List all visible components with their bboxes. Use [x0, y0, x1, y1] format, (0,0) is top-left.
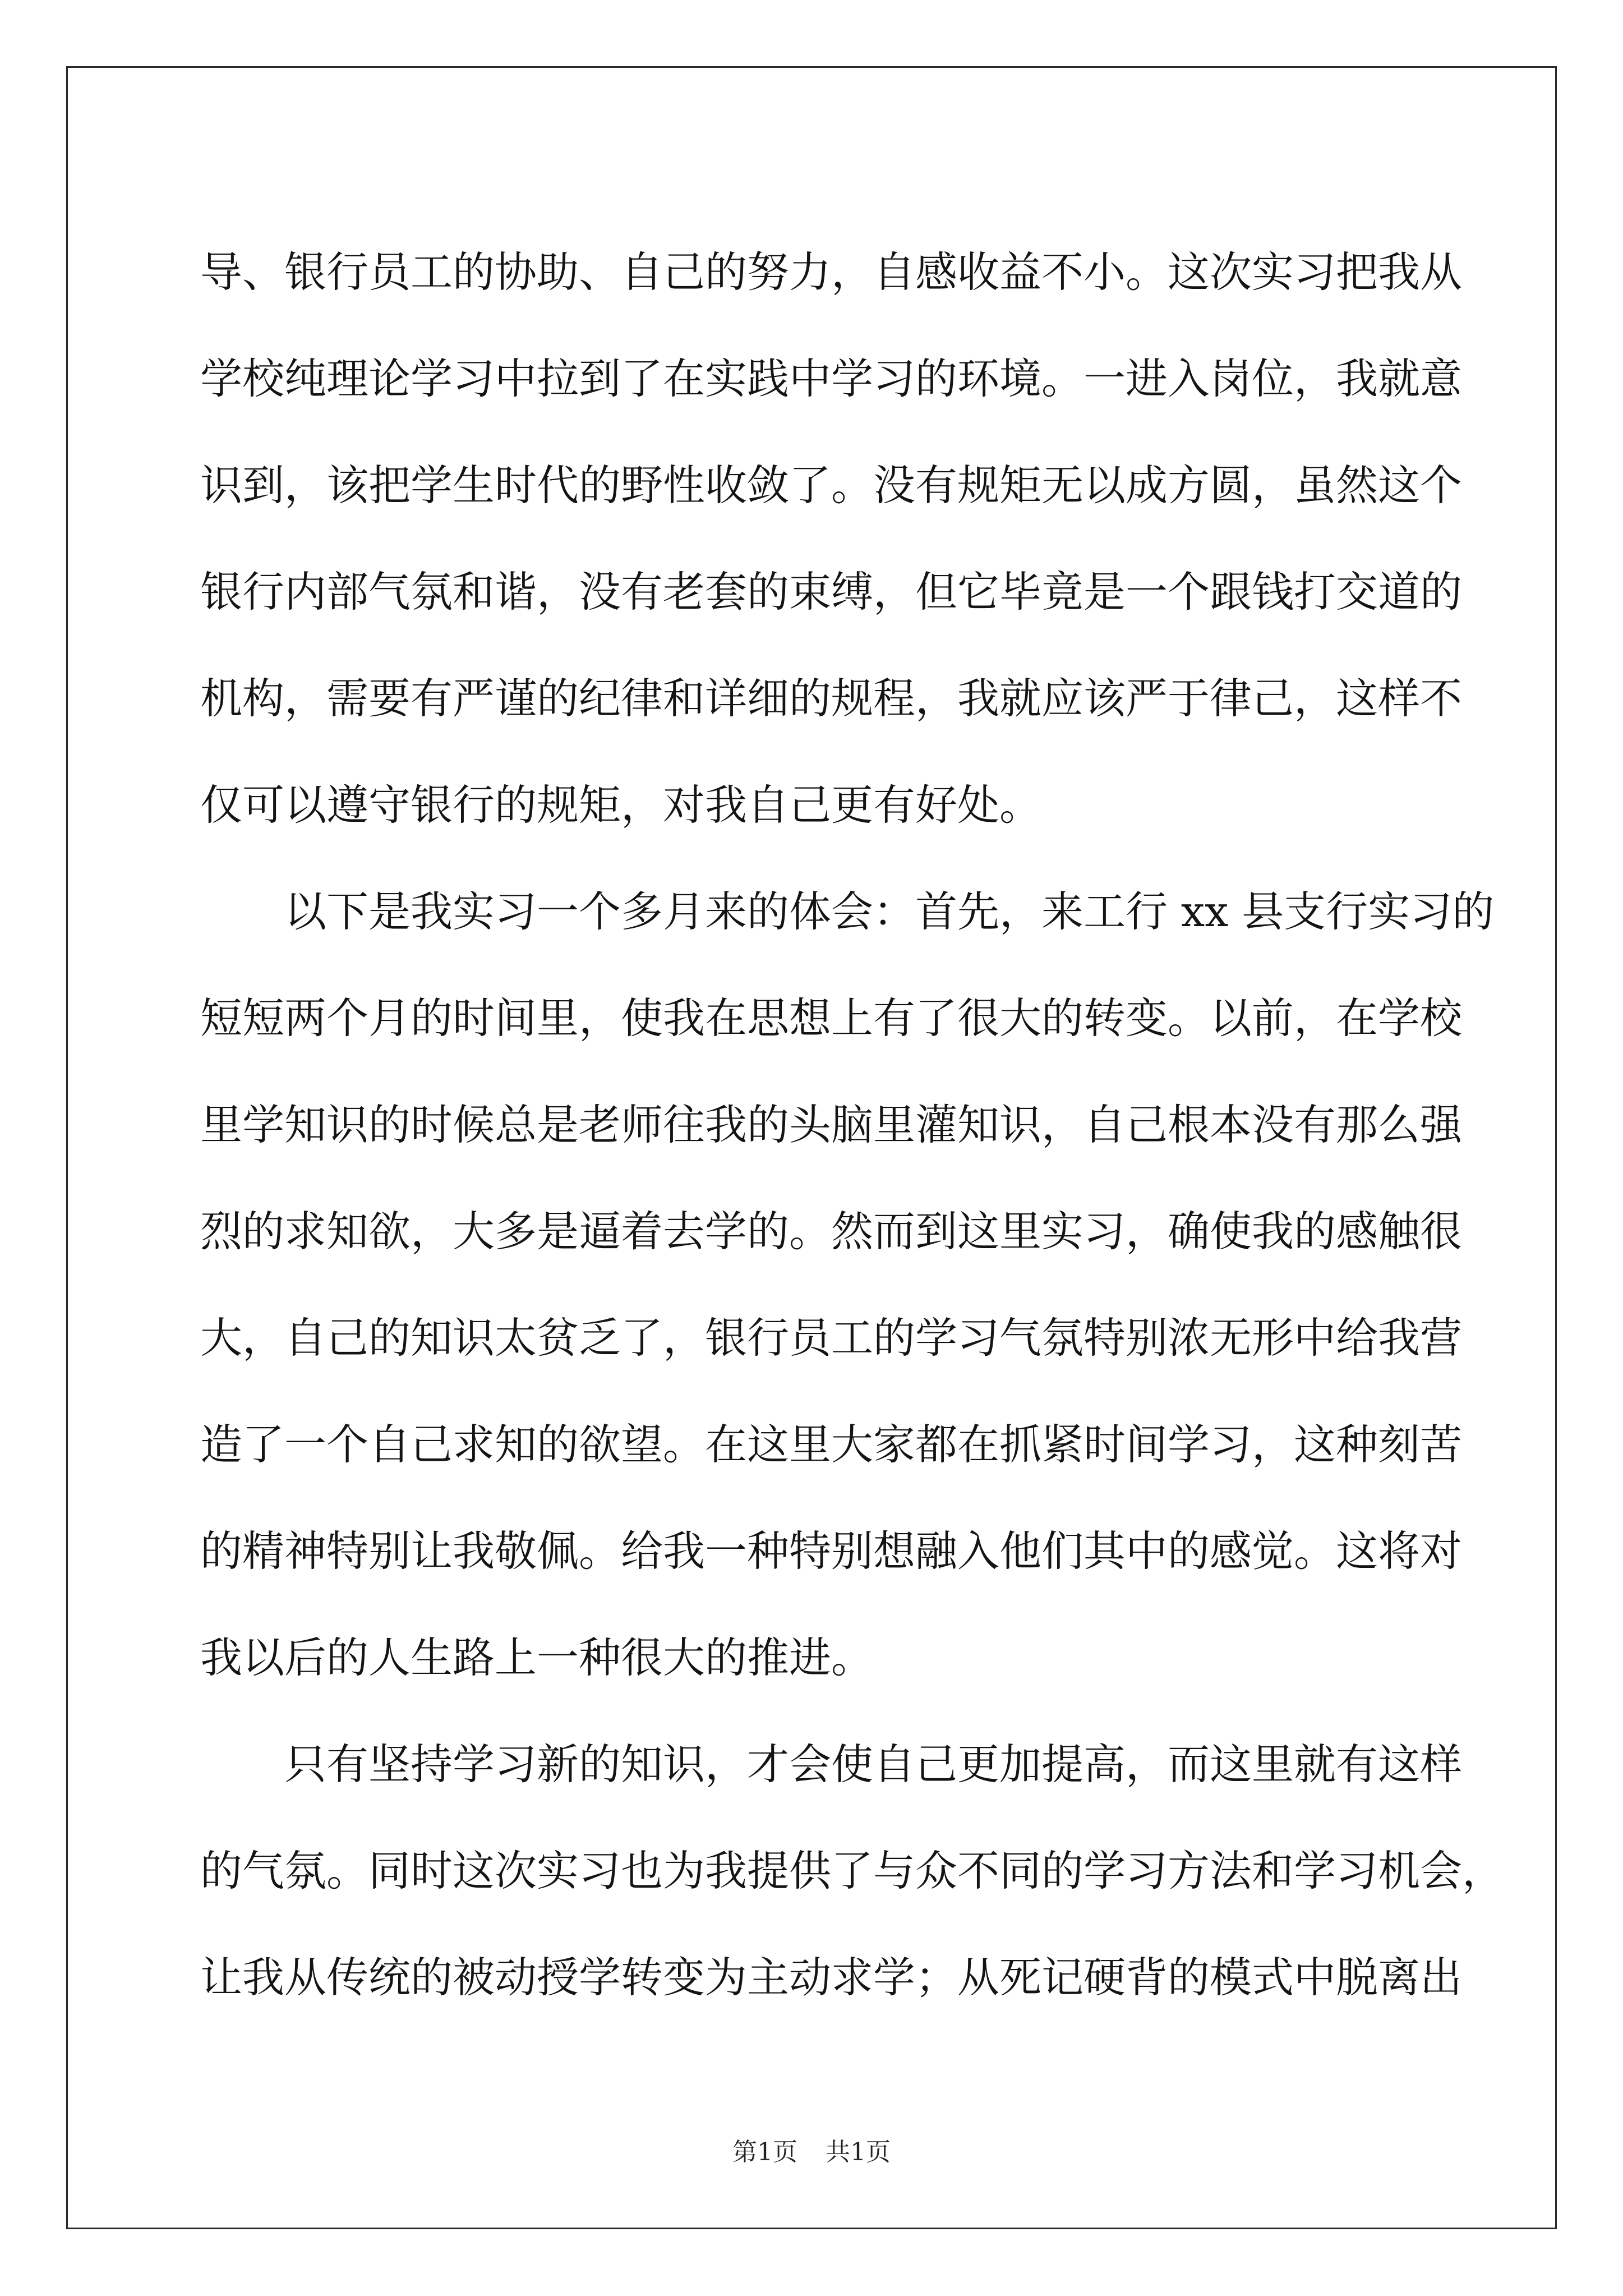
text-line: 烈的求知欲，大多是逼着去学的。然而到这里实习，确使我的感触很: [200, 1207, 1463, 1256]
text-line: 仅可以遵守银行的规矩，对我自己更有好处。: [200, 780, 1042, 830]
page-footer: [0, 2132, 1623, 2168]
text-line: 我以后的人生路上一种很大的推进。: [200, 1633, 874, 1682]
text-line: 以下是我实习一个多月来的体会：首先，来工行 xx 县支行实习的: [284, 887, 1495, 936]
text-line: 银行内部气氛和谐，没有老套的束缚，但它毕竟是一个跟钱打交道的: [200, 567, 1463, 616]
page-number: 第1页: [732, 2138, 797, 2166]
page-total: 共1页: [826, 2138, 891, 2166]
text-line: 的气氛。同时这次实习也为我提供了与众不同的学习方法和学习机会，: [200, 1846, 1505, 1895]
text-line: 大，自己的知识太贫乏了，银行员工的学习气氛特别浓无形中给我营: [200, 1313, 1463, 1363]
text-line: 导、银行员工的协助、自己的努力，自感收益不小。这次实习把我从: [200, 247, 1463, 297]
text-line: 机构，需要有严谨的纪律和详细的规程，我就应该严于律己，这样不: [200, 674, 1463, 723]
text-line: 短短两个月的时间里，使我在思想上有了很大的转变。以前，在学校: [200, 993, 1463, 1043]
text-line: 的精神特别让我敬佩。给我一种特别想融入他们其中的感觉。这将对: [200, 1526, 1463, 1576]
text-line: 识到，该把学生时代的野性收敛了。没有规矩无以成方圆，虽然这个: [200, 461, 1463, 510]
text-line: 学校纯理论学习中拉到了在实践中学习的环境。一进入岗位，我就意: [200, 354, 1463, 403]
document-body: [200, 219, 1505, 2031]
text-line: 让我从传统的被动授学转变为主动求学；从死记硬背的模式中脱离出: [200, 1953, 1463, 2002]
text-line: 里学知识的时候总是老师往我的头脑里灌知识，自己根本没有那么强: [200, 1100, 1463, 1149]
text-line: 只有坚持学习新的知识，才会使自己更加提高，而这里就有这样: [284, 1740, 1463, 1789]
text-line: 造了一个自己求知的欲望。在这里大家都在抓紧时间学习，这种刻苦: [200, 1420, 1463, 1469]
